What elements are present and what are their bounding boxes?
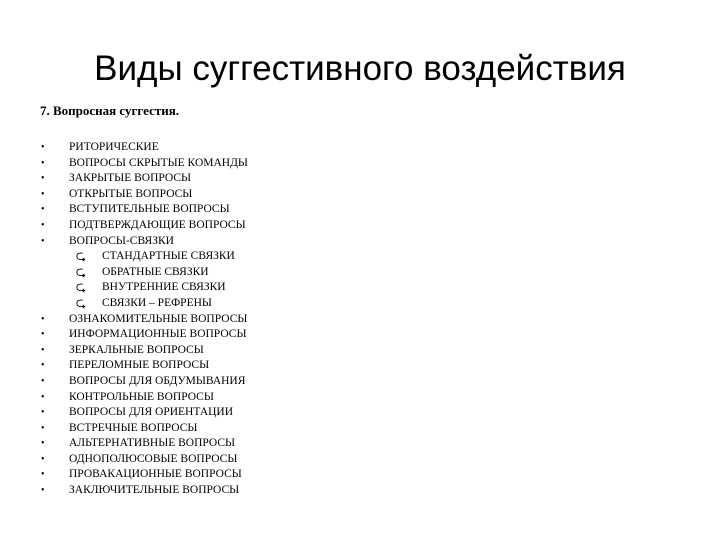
bullet-icon: • <box>41 360 45 372</box>
list-item-label: ВСТУПИТЕЛЬНЫЕ ВОПРОСЫ <box>69 203 230 216</box>
sub-list-item <box>40 280 248 296</box>
curved-arrow-icon: ⮎ <box>75 295 87 311</box>
curved-arrow-icon: ⮎ <box>75 264 87 280</box>
bullet-icon: • <box>41 469 45 481</box>
list-item-label: ПЕРЕЛОМНЫЕ ВОПРОСЫ <box>69 359 210 372</box>
bullet-icon: • <box>41 235 45 247</box>
bullet-icon: • <box>41 375 45 387</box>
list-item-label: ОЗНАКОМИТЕЛЬНЫЕ ВОПРОСЫ <box>69 312 248 325</box>
list-item-label: ОДНОПОЛЮСОВЫЕ ВОПРОСЫ <box>69 452 238 465</box>
list-item-label: РИТОРИЧЕСКИЕ <box>69 141 159 153</box>
sub-list-item-label: СТАНДАРТНЫЕ СВЯЗКИ <box>102 250 235 263</box>
list-item <box>40 218 248 234</box>
sub-list-item-label: ОБРАТНЫЕ СВЯЗКИ <box>102 265 209 278</box>
list-item <box>40 327 248 343</box>
list-item-label: ВОПРОСЫ-СВЯЗКИ <box>69 234 174 247</box>
list-item <box>40 358 248 374</box>
list-item-label: ОТКРЫТЫЕ ВОПРОСЫ <box>69 187 193 200</box>
list-item-label: ВОПРОСЫ СКРЫТЫЕ КОМАНДЫ <box>69 156 248 169</box>
list-item <box>40 171 248 187</box>
list-item <box>40 187 248 203</box>
bullet-icon: • <box>41 142 45 153</box>
list-item-label: ВОПРОСЫ ДЛЯ ОРИЕНТАЦИИ <box>69 406 234 419</box>
sub-list-item <box>40 265 248 281</box>
bullet-icon: • <box>41 422 45 434</box>
list-item <box>40 436 248 452</box>
list-item <box>40 343 248 359</box>
slide-subtitle: 7. Вопросная суггестия. <box>40 103 180 118</box>
bullet-icon: • <box>41 204 45 216</box>
bullet-icon: • <box>41 219 45 231</box>
list-item-label: ПРОВАКАЦИОННЫЕ ВОПРОСЫ <box>69 468 242 481</box>
bullet-icon: • <box>41 173 45 185</box>
list-item-label: ВСТРЕЧНЫЕ ВОПРОСЫ <box>69 421 198 434</box>
list-item-label: ПОДТВЕРЖДАЮЩИЕ ВОПРОСЫ <box>69 218 246 231</box>
slide-title: Виды суггестивного воздействия <box>94 49 626 88</box>
list-item <box>40 202 248 218</box>
list-item <box>40 452 248 468</box>
list-item <box>40 374 248 390</box>
list-item-label: ВОПРОСЫ ДЛЯ ОБДУМЫВАНИЯ <box>69 374 246 387</box>
list-item <box>40 234 248 250</box>
list-item <box>40 156 248 172</box>
list-item <box>40 140 248 156</box>
bullet-icon: • <box>41 391 45 403</box>
sub-list-item <box>40 249 248 265</box>
list-item <box>40 390 248 406</box>
bullet-icon: • <box>41 313 45 325</box>
bullet-icon: • <box>41 407 45 419</box>
list-item-label: ЗАКЛЮЧИТЕЛЬНЫЕ ВОПРОСЫ <box>69 484 240 497</box>
list-item-label: ИНФОРМАЦИОННЫЕ ВОПРОСЫ <box>69 328 247 341</box>
question-types-list <box>40 140 248 499</box>
sub-list-item-label: ВНУТРЕННИЕ СВЯЗКИ <box>102 281 226 294</box>
bullet-icon: • <box>41 438 45 450</box>
list-item <box>40 405 248 421</box>
list-item-label: АЛЬТЕРНАТИВНЫЕ ВОПРОСЫ <box>69 437 236 450</box>
list-item-label: ЗЕРКАЛЬНЫЕ ВОПРОСЫ <box>69 343 204 356</box>
sub-list-item <box>40 296 248 312</box>
list-item <box>40 421 248 437</box>
sub-list-item-label: СВЯЗКИ – РЕФРЕНЫ <box>102 296 212 309</box>
curved-arrow-icon: ⮎ <box>75 248 87 264</box>
list-item <box>40 483 248 499</box>
bullet-icon: • <box>41 344 45 356</box>
bullet-icon: • <box>41 485 45 497</box>
list-item <box>40 312 248 328</box>
list-item-label: КОНТРОЛЬНЫЕ ВОПРОСЫ <box>69 390 214 403</box>
curved-arrow-icon: ⮎ <box>75 280 87 296</box>
list-item <box>40 467 248 483</box>
bullet-icon: • <box>41 453 45 465</box>
bullet-icon: • <box>41 329 45 341</box>
list-item-label: ЗАКРЫТЫЕ ВОПРОСЫ <box>69 172 192 185</box>
bullet-icon: • <box>41 157 45 169</box>
bullet-icon: • <box>41 188 45 200</box>
